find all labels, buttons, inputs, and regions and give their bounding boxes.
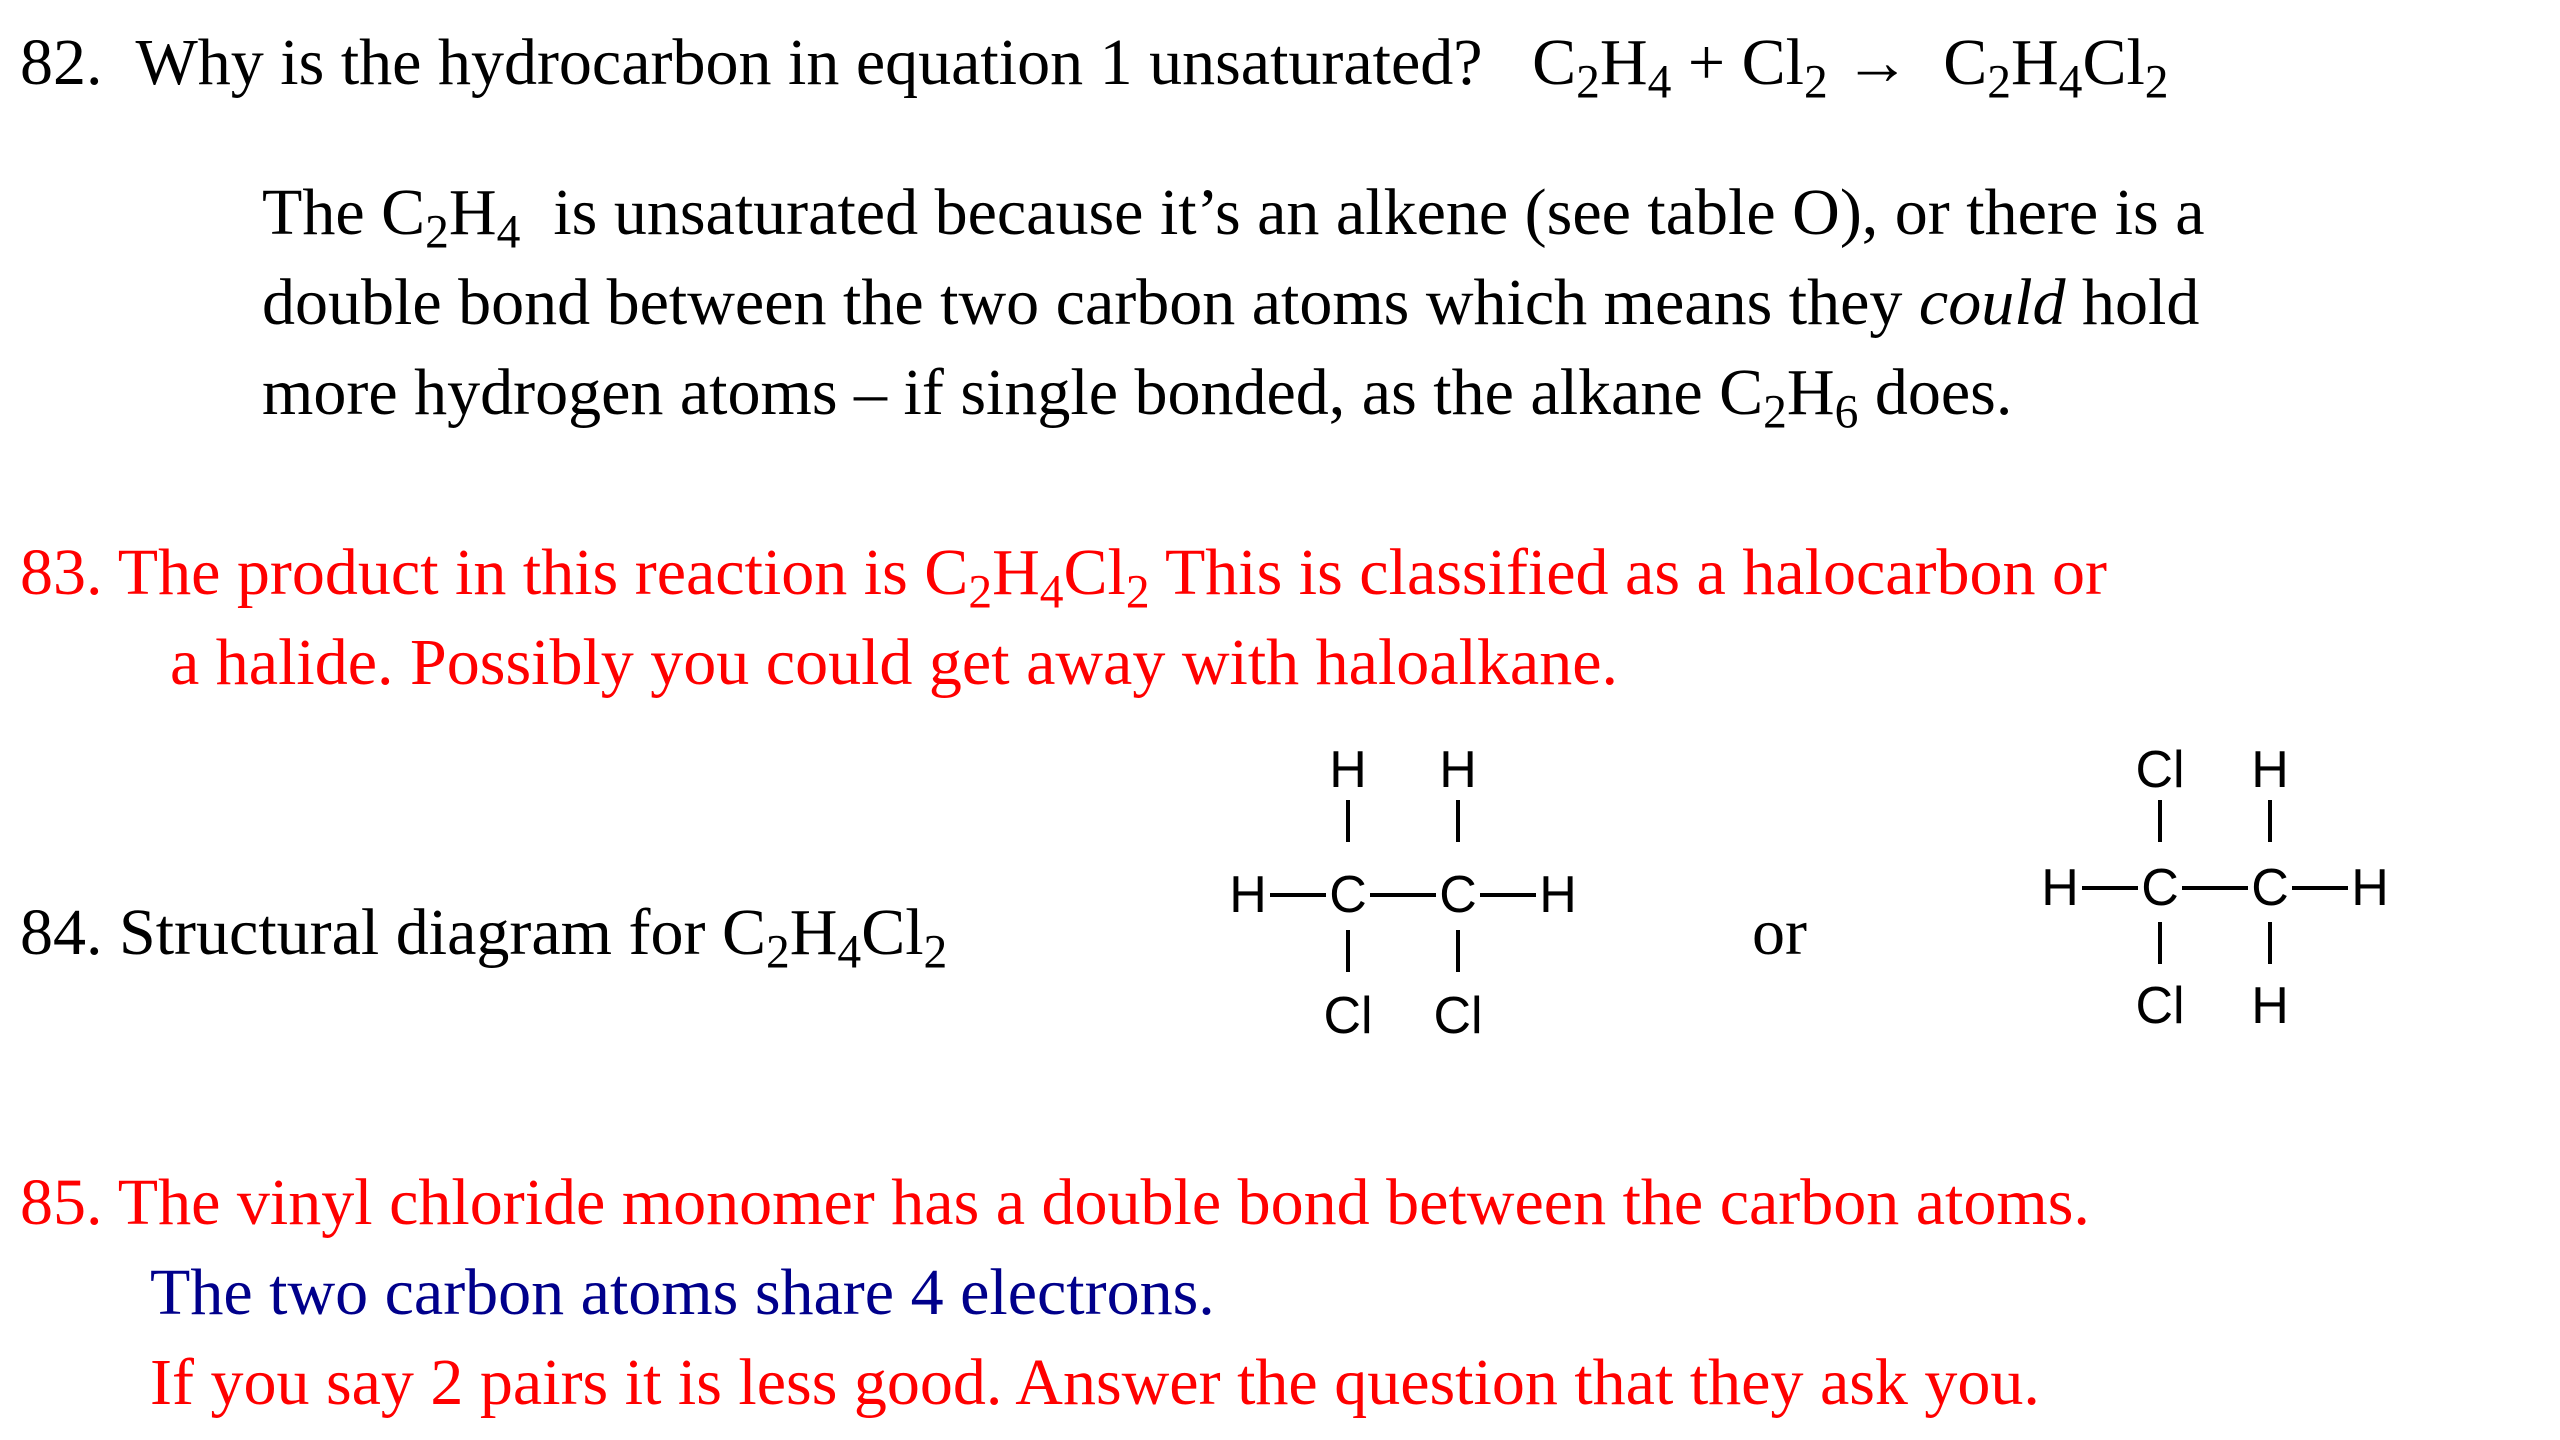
s1-top-right-atom: H bbox=[1439, 741, 1477, 799]
s2-bond-bottom-left bbox=[2158, 922, 2162, 964]
s1-bond-top-right bbox=[1456, 800, 1460, 842]
q82-answer-line-1: The $C_2H_4$ is unsaturated because it’s an alkene (see table O), or there is a bbox=[262, 176, 2205, 259]
s2-bond-top-left bbox=[2158, 800, 2162, 842]
s1-bond-bottom-right bbox=[1456, 930, 1460, 972]
s1-top-left-atom: H bbox=[1329, 741, 1367, 799]
q82-italic-could: could bbox=[1918, 266, 2066, 339]
s2-top-right-atom: H bbox=[2251, 741, 2289, 799]
s2-bond-cc bbox=[2182, 886, 2248, 890]
s1-right-atom: H bbox=[1539, 866, 1577, 924]
s2-carbon-1: C bbox=[2141, 859, 2179, 917]
s1-carbon-2: C bbox=[1439, 866, 1477, 924]
q82-equation: $C_2H_4 + Cl_2 \to C_2H_4Cl_2$ bbox=[1532, 26, 2169, 109]
s2-bottom-left-atom: Cl bbox=[2135, 977, 2185, 1035]
s1-bond-left bbox=[1270, 893, 1326, 897]
s1-bond-bottom-left bbox=[1346, 930, 1350, 972]
s2-bottom-right-atom: H bbox=[2251, 977, 2289, 1035]
q82-answer-line-3: more hydrogen atoms – if single bonded, as the alkane $C_2H_6$ does. bbox=[262, 356, 2013, 439]
q82-answer-line-2: double bond between the two carbon atoms which means they could hold bbox=[262, 266, 2200, 339]
s2-bond-bottom-right bbox=[2268, 922, 2272, 964]
s1-bottom-left-atom: Cl bbox=[1323, 987, 1373, 1045]
q85-line-2: The two carbon atoms share 4 electrons. bbox=[150, 1256, 1215, 1329]
s2-left-atom: H bbox=[2041, 859, 2079, 917]
s2-bond-right bbox=[2292, 886, 2348, 890]
q82-question-line bbox=[20, 26, 2169, 109]
s2-top-left-atom: Cl bbox=[2135, 741, 2185, 799]
q83-line-2: a halide. Possibly you could get away with haloalkane. bbox=[170, 626, 1619, 699]
s1-bond-right bbox=[1480, 893, 1536, 897]
q82-question-text: Why is the hydrocarbon in equation 1 unsaturated? bbox=[135, 26, 1483, 99]
s2-bond-left bbox=[2082, 886, 2138, 890]
s1-carbon-1: C bbox=[1329, 866, 1367, 924]
s1-left-atom: H bbox=[1229, 866, 1267, 924]
s2-bond-top-right bbox=[2268, 800, 2272, 842]
s2-carbon-2: C bbox=[2251, 859, 2289, 917]
s2-right-atom: H bbox=[2351, 859, 2389, 917]
q83-line-1: 83. The product in this reaction is $C_2H_4Cl_2$ This is classified as a halocarbon or bbox=[20, 536, 2107, 619]
q84-line: 84. Structural diagram for $C_2H_4Cl_2$ bbox=[20, 896, 948, 979]
q85-line-3: If you say 2 pairs it is less good. Answer the question that they ask you. bbox=[150, 1346, 2040, 1419]
s1-bond-cc bbox=[1370, 893, 1436, 897]
or-label: or bbox=[1752, 896, 1807, 969]
q82-number: 82. bbox=[20, 26, 103, 99]
s1-bottom-right-atom: Cl bbox=[1433, 987, 1483, 1045]
s1-bond-top-left bbox=[1346, 800, 1350, 842]
q85-line-1: 85. The vinyl chloride monomer has a double bond between the carbon atoms. bbox=[20, 1166, 2090, 1239]
